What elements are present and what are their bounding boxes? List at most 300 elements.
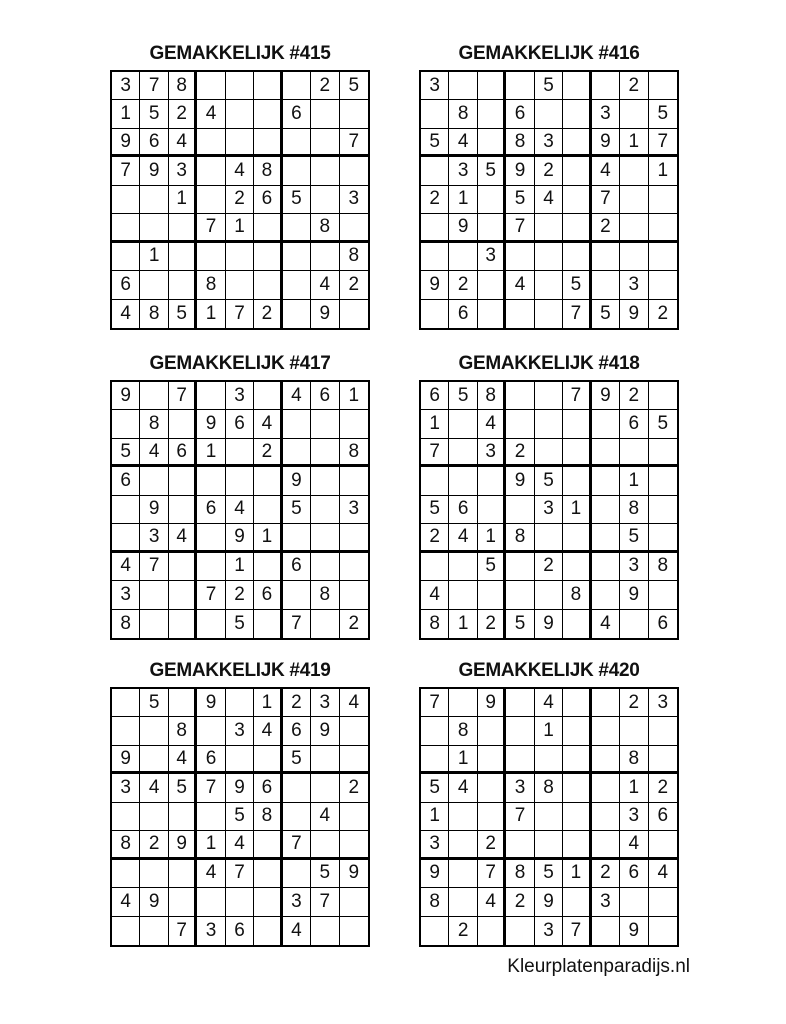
sudoku-cell: [283, 157, 311, 185]
sudoku-cell: [563, 100, 591, 128]
sudoku-cell: 6: [197, 746, 225, 774]
sudoku-cell: [169, 243, 197, 271]
sudoku-cell: 4: [421, 581, 449, 609]
sudoku-cell: [592, 917, 620, 945]
sudoku-cell: [535, 803, 563, 831]
sudoku-cell: 2: [535, 157, 563, 185]
sudoku-cell: [563, 746, 591, 774]
sudoku-cell: 7: [478, 860, 506, 888]
sudoku-cell: [340, 100, 368, 128]
sudoku-cell: [340, 888, 368, 916]
puzzle-title: GEMAKKELIJK #415: [149, 43, 331, 64]
sudoku-cell: 4: [226, 157, 254, 185]
sudoku-cell: [169, 214, 197, 242]
sudoku-cell: [563, 888, 591, 916]
sudoku-cell: 1: [421, 410, 449, 438]
sudoku-cell: 6: [254, 186, 282, 214]
sudoku-cell: [311, 186, 339, 214]
sudoku-cell: [340, 917, 368, 945]
sudoku-cell: 1: [197, 300, 225, 328]
sudoku-cell: 8: [112, 610, 140, 638]
sudoku-cell: 8: [506, 860, 534, 888]
sudoku-cell: 5: [140, 100, 168, 128]
sudoku-cell: 7: [563, 300, 591, 328]
sudoku-cell: [478, 300, 506, 328]
sudoku-cell: 2: [649, 774, 677, 802]
sudoku-cell: [535, 100, 563, 128]
sudoku-cell: 6: [197, 496, 225, 524]
sudoku-cell: [592, 524, 620, 552]
sudoku-cell: [112, 917, 140, 945]
sudoku-cell: 5: [620, 524, 648, 552]
sudoku-cell: 9: [592, 129, 620, 157]
sudoku-cell: [649, 186, 677, 214]
sudoku-cell: [563, 689, 591, 717]
sudoku-cell: 2: [449, 917, 477, 945]
sudoku-cell: [169, 803, 197, 831]
sudoku-cell: [311, 524, 339, 552]
sudoku-grid: [419, 70, 679, 330]
sudoku-cell: 9: [340, 860, 368, 888]
sudoku-cell: [535, 382, 563, 410]
sudoku-cell: [169, 689, 197, 717]
sudoku-cell: [169, 496, 197, 524]
sudoku-cell: 5: [226, 803, 254, 831]
sudoku-cell: 8: [506, 129, 534, 157]
sudoku-cell: 3: [311, 689, 339, 717]
sudoku-cell: [283, 774, 311, 802]
sudoku-cell: [478, 917, 506, 945]
sudoku-cell: 8: [140, 300, 168, 328]
sudoku-cell: 2: [226, 186, 254, 214]
sudoku-cell: [449, 410, 477, 438]
sudoku-cell: [620, 610, 648, 638]
sudoku-cell: 3: [535, 129, 563, 157]
sudoku-cell: [563, 157, 591, 185]
sudoku-cell: 6: [449, 496, 477, 524]
sudoku-cell: [311, 439, 339, 467]
puzzle-title: GEMAKKELIJK #416: [458, 43, 640, 64]
sudoku-cell: 6: [254, 774, 282, 802]
sudoku-cell: [169, 581, 197, 609]
sudoku-cell: 9: [140, 888, 168, 916]
sudoku-cell: [535, 410, 563, 438]
sudoku-cell: 5: [535, 72, 563, 100]
sudoku-cell: [421, 214, 449, 242]
sudoku-cell: 2: [478, 610, 506, 638]
sudoku-cell: [340, 717, 368, 745]
sudoku-cell: [449, 467, 477, 495]
sudoku-cell: [563, 214, 591, 242]
sudoku-cell: [478, 746, 506, 774]
sudoku-cell: [283, 581, 311, 609]
sudoku-cell: [421, 100, 449, 128]
sudoku-cell: [226, 243, 254, 271]
sudoku-cell: [283, 300, 311, 328]
sudoku-cell: 9: [311, 300, 339, 328]
sudoku-cell: [478, 717, 506, 745]
sudoku-cell: 2: [535, 553, 563, 581]
sudoku-cell: 4: [254, 410, 282, 438]
sudoku-cell: [506, 581, 534, 609]
sudoku-cell: 2: [421, 524, 449, 552]
sudoku-cell: 6: [620, 860, 648, 888]
sudoku-cell: 3: [478, 439, 506, 467]
sudoku-cell: [311, 496, 339, 524]
sudoku-cell: [592, 831, 620, 859]
sudoku-cell: [340, 300, 368, 328]
sudoku-cell: 3: [620, 271, 648, 299]
sudoku-cell: 6: [283, 100, 311, 128]
sudoku-cell: 8: [169, 72, 197, 100]
sudoku-cell: 7: [421, 439, 449, 467]
sudoku-cell: 7: [421, 689, 449, 717]
sudoku-cell: [506, 831, 534, 859]
sudoku-cell: 1: [140, 243, 168, 271]
sudoku-cell: 3: [140, 524, 168, 552]
sudoku-cell: 6: [169, 439, 197, 467]
sudoku-cell: [563, 524, 591, 552]
sudoku-cell: [421, 467, 449, 495]
sudoku-cell: [254, 271, 282, 299]
sudoku-cell: 4: [340, 689, 368, 717]
sudoku-cell: 7: [140, 72, 168, 100]
sudoku-cell: [283, 214, 311, 242]
sudoku-cell: 3: [112, 72, 140, 100]
sudoku-cell: 9: [283, 467, 311, 495]
sudoku-cell: 8: [620, 746, 648, 774]
sudoku-cell: [283, 271, 311, 299]
sudoku-cell: 9: [449, 214, 477, 242]
sudoku-cell: 7: [283, 831, 311, 859]
puzzle-title: GEMAKKELIJK #418: [458, 353, 640, 374]
sudoku-cell: [535, 300, 563, 328]
sudoku-cell: 7: [563, 382, 591, 410]
sudoku-cell: 1: [112, 100, 140, 128]
sudoku-cell: [563, 243, 591, 271]
sudoku-cell: [254, 382, 282, 410]
sudoku-cell: 6: [226, 917, 254, 945]
sudoku-cell: [620, 186, 648, 214]
sudoku-cell: 1: [535, 717, 563, 745]
sudoku-cell: 9: [112, 129, 140, 157]
sudoku-cell: 1: [254, 689, 282, 717]
sudoku-cell: 4: [449, 774, 477, 802]
sudoku-cell: 1: [254, 524, 282, 552]
sudoku-cell: 7: [592, 186, 620, 214]
sudoku-cell: [421, 553, 449, 581]
sudoku-cell: 3: [197, 917, 225, 945]
sudoku-cell: 2: [620, 72, 648, 100]
sudoku-cell: [311, 467, 339, 495]
sudoku-cell: [169, 271, 197, 299]
sudoku-cell: 4: [169, 524, 197, 552]
sudoku-cell: 8: [140, 410, 168, 438]
sudoku-cell: [340, 524, 368, 552]
sudoku-cell: [169, 860, 197, 888]
sudoku-cell: 3: [506, 774, 534, 802]
sudoku-cell: [254, 243, 282, 271]
sudoku-cell: [197, 888, 225, 916]
sudoku-cell: [506, 717, 534, 745]
sudoku-cell: 1: [449, 746, 477, 774]
sudoku-cell: [563, 553, 591, 581]
sudoku-cell: 2: [311, 72, 339, 100]
sudoku-cell: 5: [283, 496, 311, 524]
sudoku-cell: 3: [421, 831, 449, 859]
sudoku-cell: [421, 917, 449, 945]
sudoku-cell: 7: [169, 382, 197, 410]
sudoku-cell: [340, 157, 368, 185]
sudoku-cell: 5: [449, 382, 477, 410]
sudoku-cell: 4: [449, 129, 477, 157]
sudoku-cell: 1: [340, 382, 368, 410]
sudoku-cell: 4: [169, 129, 197, 157]
sudoku-cell: 7: [226, 860, 254, 888]
sudoku-cell: [592, 746, 620, 774]
sudoku-cell: [311, 746, 339, 774]
sudoku-cell: 4: [592, 157, 620, 185]
sudoku-cell: 1: [197, 831, 225, 859]
sudoku-cell: [620, 717, 648, 745]
sudoku-cell: 5: [592, 300, 620, 328]
sudoku-cell: [140, 917, 168, 945]
sudoku-cell: 3: [226, 717, 254, 745]
sudoku-cell: 8: [563, 581, 591, 609]
sudoku-cell: 3: [283, 888, 311, 916]
sudoku-cell: [112, 410, 140, 438]
sudoku-cell: [140, 214, 168, 242]
sudoku-cell: [112, 717, 140, 745]
sudoku-cell: [197, 717, 225, 745]
sudoku-cell: 5: [140, 689, 168, 717]
sudoku-cell: 1: [169, 186, 197, 214]
puzzle-title: GEMAKKELIJK #420: [458, 660, 640, 681]
sudoku-cell: [535, 439, 563, 467]
sudoku-cell: [592, 553, 620, 581]
sudoku-cell: 8: [649, 553, 677, 581]
sudoku-cell: [311, 774, 339, 802]
sudoku-cell: [112, 496, 140, 524]
sudoku-cell: [449, 243, 477, 271]
sudoku-cell: [340, 831, 368, 859]
sudoku-cell: 3: [340, 496, 368, 524]
sudoku-cell: [449, 803, 477, 831]
sudoku-cell: [649, 717, 677, 745]
sudoku-cell: 7: [226, 300, 254, 328]
sudoku-cell: 5: [340, 72, 368, 100]
sudoku-cell: 5: [649, 100, 677, 128]
sudoku-cell: 8: [449, 100, 477, 128]
sudoku-cell: [478, 186, 506, 214]
sudoku-cell: [535, 524, 563, 552]
sudoku-cell: 9: [140, 157, 168, 185]
sudoku-cell: [649, 888, 677, 916]
sudoku-cell: 9: [592, 382, 620, 410]
sudoku-grid: [110, 70, 370, 330]
sudoku-cell: 6: [506, 100, 534, 128]
sudoku-cell: [283, 72, 311, 100]
sudoku-cell: 9: [112, 746, 140, 774]
sudoku-cell: 1: [649, 157, 677, 185]
sudoku-cell: 4: [506, 271, 534, 299]
sudoku-cell: 3: [649, 689, 677, 717]
sudoku-cell: [112, 524, 140, 552]
sudoku-cell: 4: [254, 717, 282, 745]
sudoku-cell: [506, 917, 534, 945]
sudoku-cell: [478, 803, 506, 831]
sudoku-cell: [283, 439, 311, 467]
sudoku-cell: 6: [140, 129, 168, 157]
sudoku-cell: [620, 243, 648, 271]
sudoku-cell: 4: [169, 746, 197, 774]
sudoku-cell: [592, 717, 620, 745]
sudoku-cell: [478, 467, 506, 495]
sudoku-cell: [140, 803, 168, 831]
sudoku-cell: [140, 467, 168, 495]
sudoku-cell: [478, 271, 506, 299]
sudoku-cell: [311, 831, 339, 859]
sudoku-cell: [478, 100, 506, 128]
sudoku-cell: [140, 581, 168, 609]
sudoku-cell: 8: [254, 803, 282, 831]
sudoku-cell: 9: [197, 410, 225, 438]
sudoku-grid: [110, 687, 370, 947]
sudoku-cell: 2: [506, 439, 534, 467]
sudoku-cell: [449, 888, 477, 916]
sudoku-cell: [506, 382, 534, 410]
sudoku-cell: [169, 888, 197, 916]
sudoku-cell: 4: [311, 271, 339, 299]
sudoku-cell: 5: [421, 129, 449, 157]
sudoku-cell: [254, 746, 282, 774]
sudoku-cell: [421, 717, 449, 745]
sudoku-cell: [592, 271, 620, 299]
sudoku-cell: 5: [311, 860, 339, 888]
sudoku-cell: 5: [563, 271, 591, 299]
sudoku-cell: 1: [226, 214, 254, 242]
sudoku-cell: 2: [340, 271, 368, 299]
sudoku-cell: [506, 243, 534, 271]
sudoku-cell: 9: [620, 581, 648, 609]
sudoku-cell: [478, 581, 506, 609]
sudoku-cell: 7: [197, 214, 225, 242]
sudoku-cell: 9: [506, 467, 534, 495]
sudoku-cell: 4: [535, 689, 563, 717]
sudoku-cell: [112, 803, 140, 831]
sudoku-cell: [197, 382, 225, 410]
sudoku-cell: [563, 129, 591, 157]
sudoku-cell: [169, 553, 197, 581]
sudoku-cell: 6: [449, 300, 477, 328]
sudoku-cell: 3: [535, 496, 563, 524]
sudoku-cell: 2: [449, 271, 477, 299]
sudoku-cell: 2: [254, 300, 282, 328]
sudoku-cell: 2: [657, 302, 669, 324]
sudoku-cell: 9: [140, 496, 168, 524]
sudoku-cell: 3: [478, 243, 506, 271]
sudoku-cell: 3: [535, 917, 563, 945]
sudoku-cell: 3: [421, 72, 449, 100]
sudoku-cell: 8: [254, 157, 282, 185]
sudoku-cell: 1: [449, 186, 477, 214]
sudoku-cell: 3: [592, 100, 620, 128]
sudoku-cell: 6: [283, 553, 311, 581]
sudoku-cell: 3: [620, 803, 648, 831]
sudoku-cell: 4: [226, 831, 254, 859]
sudoku-cell: 2: [592, 214, 620, 242]
sudoku-cell: 5: [226, 610, 254, 638]
sudoku-cell: 2: [340, 774, 368, 802]
sudoku-cell: 9: [226, 774, 254, 802]
sudoku-cell: [254, 860, 282, 888]
sudoku-cell: [226, 439, 254, 467]
sudoku-cell: 9: [421, 271, 449, 299]
sudoku-cell: 9: [535, 610, 563, 638]
sudoku-cell: 4: [535, 186, 563, 214]
sudoku-cell: 7: [311, 888, 339, 916]
sudoku-cell: [112, 186, 140, 214]
sudoku-cell: [283, 860, 311, 888]
sudoku-cell: [478, 496, 506, 524]
sudoku-cell: [311, 410, 339, 438]
sudoku-cell: [592, 689, 620, 717]
sudoku-cell: 1: [449, 610, 477, 638]
sudoku-cell: 8: [478, 382, 506, 410]
sudoku-cell: 4: [112, 553, 140, 581]
sudoku-cell: [197, 553, 225, 581]
sudoku-cell: 9: [620, 300, 648, 328]
sudoku-cell: 9: [535, 888, 563, 916]
sudoku-cell: [620, 214, 648, 242]
sudoku-cell: 4: [197, 860, 225, 888]
sudoku-cell: 7: [340, 129, 368, 157]
sudoku-cell: [620, 157, 648, 185]
sudoku-cell: 1: [226, 553, 254, 581]
sudoku-cell: 9: [506, 157, 534, 185]
sudoku-cell: 3: [226, 382, 254, 410]
sudoku-cell: 6: [226, 410, 254, 438]
sudoku-cell: 7: [140, 553, 168, 581]
sudoku-cell: [649, 243, 677, 271]
sudoku-cell: [112, 689, 140, 717]
sudoku-cell: [649, 917, 677, 945]
sudoku-cell: [254, 100, 282, 128]
sudoku-cell: 1: [563, 496, 591, 524]
sudoku-cell: 4: [283, 382, 311, 410]
sudoku-cell: [563, 803, 591, 831]
sudoku-cell: [649, 746, 677, 774]
site-footer: Kleurplatenparadijs.nl: [507, 956, 690, 977]
sudoku-cell: [563, 610, 591, 638]
sudoku-cell: 5: [535, 860, 563, 888]
sudoku-cell: [226, 467, 254, 495]
sudoku-cell: 3: [169, 157, 197, 185]
sudoku-cell: 4: [592, 610, 620, 638]
sudoku-cell: [649, 439, 677, 467]
sudoku-cell: [197, 72, 225, 100]
sudoku-cell: [421, 746, 449, 774]
sudoku-cell: 7: [169, 917, 197, 945]
sudoku-cell: [649, 72, 677, 100]
sudoku-cell: 9: [311, 717, 339, 745]
sudoku-cell: [283, 129, 311, 157]
sudoku-cell: [563, 410, 591, 438]
sudoku-cell: [140, 717, 168, 745]
sudoku-cell: [226, 271, 254, 299]
sudoku-cell: 5: [112, 439, 140, 467]
sudoku-cell: 5: [535, 467, 563, 495]
